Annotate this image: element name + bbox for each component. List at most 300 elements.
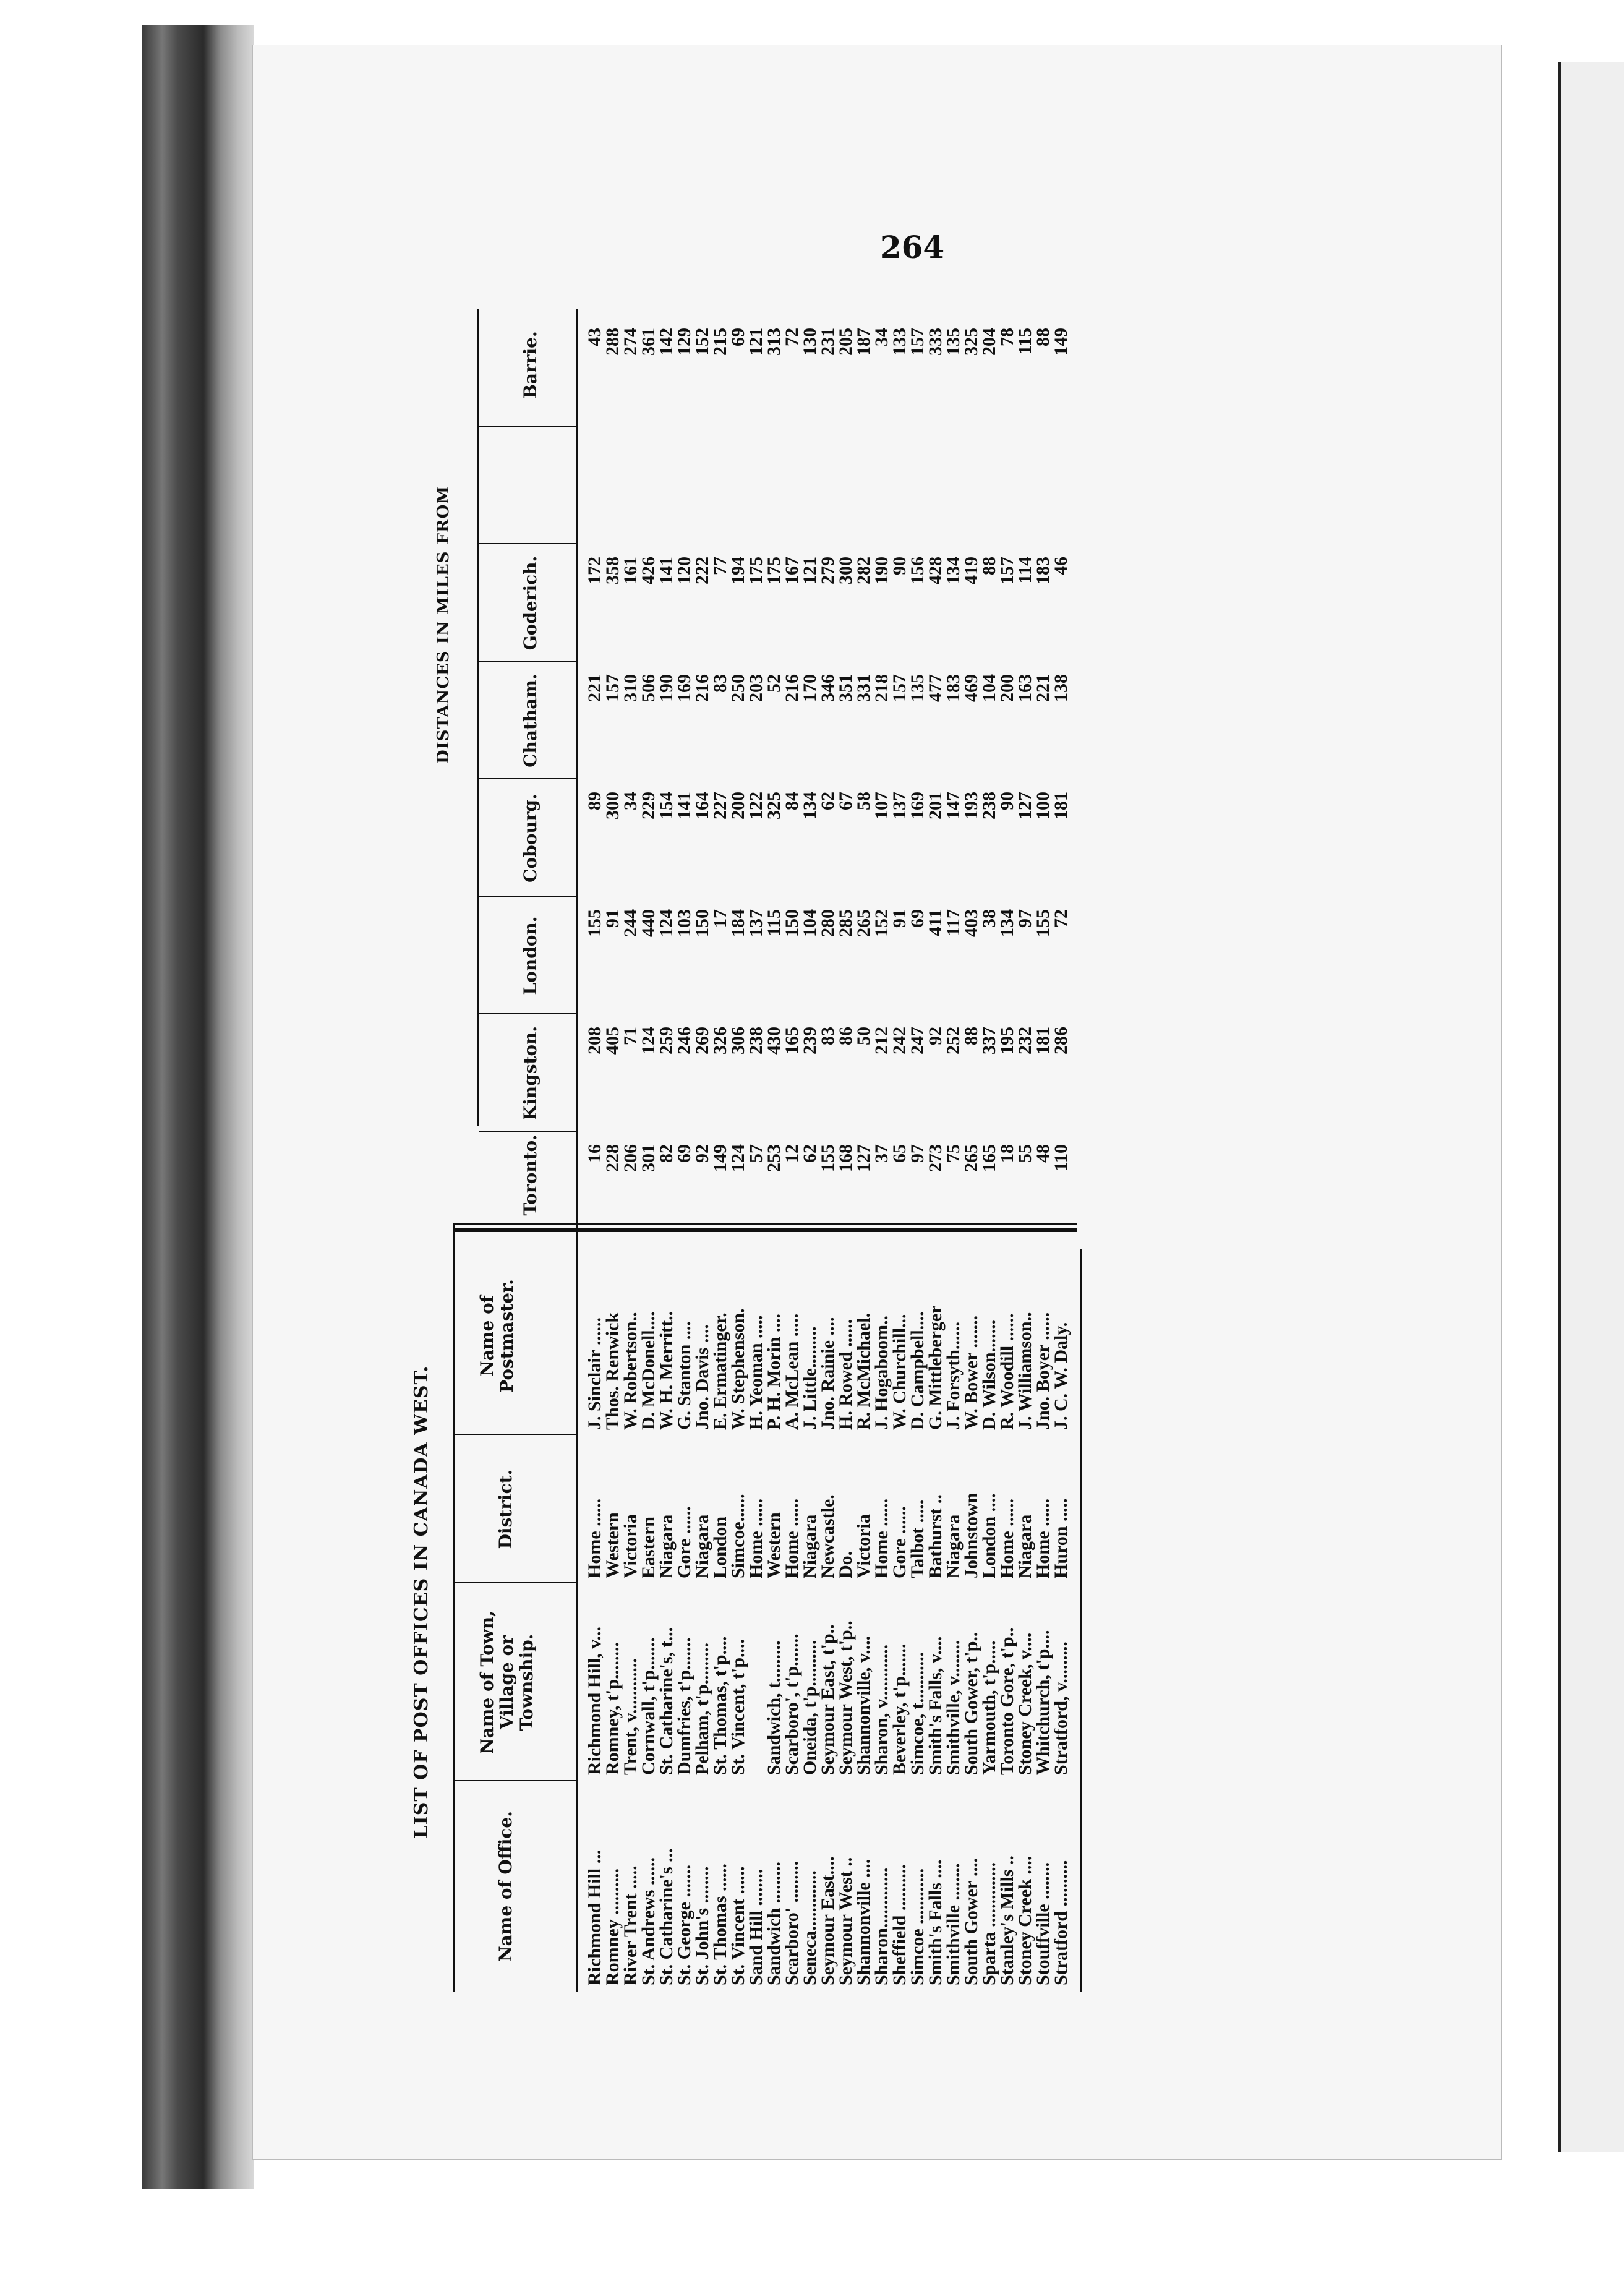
cell-postmaster: D. Campbell.... (907, 1311, 928, 1430)
cell-cobourg: 90 (997, 792, 1017, 810)
cell-office: Shannonville .... (853, 1859, 874, 1985)
cell-cobourg: 67 (836, 792, 856, 810)
cell-town: St. Catharine's, t... (656, 1627, 677, 1775)
cell-town: Romney, t'p........ (602, 1641, 623, 1775)
cell-cobourg: 137 (889, 792, 910, 820)
cell-cobourg: 100 (1033, 792, 1053, 820)
table-row (980, 309, 998, 1992)
cell-chatham: 163 (1015, 674, 1035, 702)
cell-postmaster: A. McLean ..... (782, 1313, 802, 1430)
table-row (873, 309, 891, 1992)
cell-barrie: 215 (710, 328, 730, 356)
cell-goderich: 161 (620, 557, 641, 584)
cell-kingston: 269 (692, 1027, 712, 1055)
table-row (891, 309, 908, 1992)
table-row (855, 309, 873, 1992)
cell-kingston: 83 (818, 1027, 838, 1045)
header-barrie: Barrie. (520, 331, 541, 399)
cell-district: London .... (979, 1493, 999, 1578)
table-row (675, 309, 693, 1992)
cell-town: Trent, v............ (620, 1658, 641, 1775)
cell-town: Shannonville, v.... (853, 1635, 874, 1775)
cell-office: Sand Hill ........ (746, 1868, 766, 1985)
cell-district: Niagara (656, 1514, 677, 1578)
cell-barrie: 157 (907, 328, 928, 356)
cell-toronto: 65 (889, 1144, 910, 1163)
cell-goderich: 121 (800, 557, 820, 584)
cell-chatham: 218 (871, 674, 892, 702)
cell-office: Seymour East.... (818, 1856, 838, 1985)
header-cobourg: Cobourg. (520, 794, 541, 883)
header-district: District. (495, 1469, 516, 1549)
cell-barrie: 130 (800, 328, 820, 356)
table-row (586, 309, 604, 1992)
cell-chatham: 157 (602, 674, 623, 702)
cell-toronto: 168 (836, 1144, 856, 1172)
cell-district: Victoria (853, 1514, 874, 1578)
cell-barrie: 274 (620, 328, 641, 356)
cell-toronto: 57 (746, 1144, 766, 1163)
cell-barrie: 313 (764, 328, 784, 356)
cell-kingston: 252 (943, 1027, 964, 1055)
cell-goderich: 175 (764, 557, 784, 584)
col-sep-2 (455, 1582, 576, 1583)
cell-town: Simcoe, t........... (907, 1651, 928, 1775)
cell-district: Home ...... (871, 1498, 892, 1578)
cell-chatham: 190 (656, 674, 677, 702)
table-row (747, 309, 765, 1992)
cell-cobourg: 164 (692, 792, 712, 820)
col-sep-10 (479, 426, 576, 427)
bottom-rule (1080, 1249, 1082, 1992)
cell-london: 152 (871, 909, 892, 937)
cell-london: 103 (674, 909, 694, 937)
col-sep-8 (479, 661, 576, 662)
cell-cobourg: 227 (710, 792, 730, 820)
cell-town: Richmond Hill, v... (584, 1626, 605, 1775)
cell-barrie: 34 (871, 328, 892, 346)
cell-cobourg: 154 (656, 792, 677, 820)
cell-toronto: 69 (674, 1144, 694, 1163)
cell-district: Bathurst .. (925, 1494, 946, 1578)
cell-kingston: 259 (656, 1027, 677, 1055)
cell-barrie: 69 (728, 328, 748, 346)
cell-kingston: 71 (620, 1027, 641, 1045)
cell-barrie: 88 (1033, 328, 1053, 346)
cell-goderich: 183 (1033, 557, 1053, 584)
cell-cobourg: 193 (961, 792, 981, 820)
cell-goderich: 175 (746, 557, 766, 584)
cell-kingston: 242 (889, 1027, 910, 1055)
cell-toronto: 165 (979, 1144, 999, 1172)
cell-london: 265 (853, 909, 874, 937)
cell-district: Newcastle. (818, 1494, 838, 1578)
cell-toronto: 18 (997, 1144, 1017, 1163)
cell-barrie: 43 (584, 328, 605, 346)
cell-cobourg: 169 (907, 792, 928, 820)
cell-kingston: 246 (674, 1027, 694, 1055)
cell-barrie: 205 (836, 328, 856, 356)
cell-cobourg: 147 (943, 792, 964, 820)
cell-kingston: 208 (584, 1027, 605, 1055)
cell-chatham: 216 (692, 674, 712, 702)
cell-postmaster: J. Williamson.. (1015, 1312, 1035, 1430)
cell-toronto: 301 (638, 1144, 659, 1172)
cell-chatham: 310 (620, 674, 641, 702)
cell-town: Scarboro', t'p....... (782, 1633, 802, 1775)
cell-goderich: 156 (907, 557, 928, 584)
cell-barrie: 115 (1015, 328, 1035, 355)
cell-district: Niagara (1015, 1514, 1035, 1578)
cell-postmaster: P. H. Morin .... (764, 1313, 784, 1430)
cell-district: Niagara (943, 1514, 964, 1578)
cell-town: St. Vincent, t'p.... (728, 1638, 748, 1775)
cell-office: St. Andrews ...... (638, 1857, 659, 1985)
cell-chatham: 250 (728, 674, 748, 702)
cell-kingston: 337 (979, 1027, 999, 1055)
cell-postmaster: J. Sinclair ...... (584, 1317, 605, 1430)
cell-kingston: 247 (907, 1027, 928, 1055)
table-row (1016, 309, 1034, 1992)
cell-postmaster: W. Robertson.. (620, 1312, 641, 1430)
cell-london: 150 (782, 909, 802, 937)
cell-kingston: 286 (1051, 1027, 1071, 1055)
cell-london: 150 (692, 909, 712, 937)
cell-office: St. George ....... (674, 1865, 694, 1985)
cell-barrie: 152 (692, 328, 712, 356)
cell-district: Simcoe...... (728, 1494, 748, 1578)
cell-toronto: 48 (1033, 1144, 1053, 1163)
cell-barrie: 333 (925, 328, 946, 356)
cell-chatham: 351 (836, 674, 856, 702)
table-row (729, 309, 747, 1992)
cell-toronto: 37 (871, 1144, 892, 1163)
cell-barrie: 72 (782, 328, 802, 346)
cell-cobourg: 300 (602, 792, 623, 820)
cell-office: Sheffield .......... (889, 1864, 910, 1985)
table-row (1052, 309, 1070, 1992)
cell-district: Home ...... (782, 1498, 802, 1578)
cell-goderich: 134 (943, 557, 964, 584)
cell-toronto: 228 (602, 1144, 623, 1172)
cell-london: 411 (925, 909, 946, 936)
cell-barrie: 78 (997, 328, 1017, 346)
table-title: LIST OF POST OFFICES IN CANADA WEST. (411, 1365, 432, 1839)
cell-postmaster: Jno. Davis .... (692, 1324, 712, 1430)
header-office: Name of Office. (495, 1811, 516, 1962)
cell-toronto: 82 (656, 1144, 677, 1163)
cell-london: 403 (961, 909, 981, 937)
cell-goderich: 279 (818, 557, 838, 584)
cell-london: 97 (1015, 909, 1035, 928)
cell-barrie: 204 (979, 328, 999, 356)
cell-office: River Trent ..... (620, 1865, 641, 1985)
cell-barrie: 288 (602, 328, 623, 356)
cell-postmaster: E. Ermatinger. (710, 1312, 730, 1430)
cell-london: 244 (620, 909, 641, 937)
cell-town: Seymour West, t'p.. (836, 1620, 856, 1775)
cell-district: Gore ...... (674, 1506, 694, 1578)
cell-office: Seneca............. (800, 1870, 820, 1985)
cell-kingston: 405 (602, 1027, 623, 1055)
cell-district: London (710, 1516, 730, 1578)
facing-page-edge (1558, 62, 1624, 2152)
cell-district: Gore ...... (889, 1506, 910, 1578)
header-london: London. (520, 916, 541, 995)
cell-toronto: 55 (1015, 1144, 1035, 1163)
cell-office: Smith's Falls .... (925, 1859, 946, 1985)
cell-postmaster: G. Stanton .... (674, 1321, 694, 1430)
cell-chatham: 200 (997, 674, 1017, 702)
cell-postmaster: W. Stephenson. (728, 1308, 748, 1430)
cell-kingston: 195 (997, 1027, 1017, 1055)
cell-chatham: 506 (638, 674, 659, 702)
cell-london: 72 (1051, 909, 1071, 928)
cell-london: 184 (728, 909, 748, 937)
cell-office: Romney .......... (602, 1868, 623, 1985)
distances-header: DISTANCES IN MILES FROM (434, 485, 453, 764)
cell-barrie: 121 (746, 328, 766, 356)
distance-header-rule (477, 309, 479, 1126)
col-sep-9 (479, 543, 576, 544)
table-row (819, 309, 837, 1992)
cell-town: St. Thomas, t'p.... (710, 1636, 730, 1775)
cell-goderich: 428 (925, 557, 946, 584)
table-row (693, 309, 711, 1992)
cell-toronto: 253 (764, 1144, 784, 1172)
cell-toronto: 110 (1051, 1144, 1071, 1171)
cell-district: Do. (836, 1551, 856, 1578)
col-sep-5 (479, 1013, 576, 1014)
cell-london: 155 (584, 909, 605, 937)
cell-town: South Gower, t'p.. (961, 1632, 981, 1775)
cell-london: 117 (943, 909, 964, 936)
cell-chatham: 157 (889, 674, 910, 702)
post-office-table (409, 309, 1374, 1992)
cell-kingston: 306 (728, 1027, 748, 1055)
cell-kingston: 212 (871, 1027, 892, 1055)
cell-chatham: 83 (710, 674, 730, 693)
header-postmaster: Name of Postmaster. (477, 1279, 517, 1393)
cell-barrie: 187 (853, 328, 874, 356)
cell-office: Smithville ........ (943, 1863, 964, 1985)
col-sep-3 (455, 1434, 576, 1435)
cell-district: Home ...... (746, 1498, 766, 1578)
cell-chatham: 183 (943, 674, 964, 702)
cell-office: St. John's ........ (692, 1866, 712, 1985)
cell-barrie: 325 (961, 328, 981, 356)
cell-london: 17 (710, 909, 730, 928)
cell-office: Stanley's Mills .. (997, 1855, 1017, 1985)
cell-barrie: 149 (1051, 328, 1071, 356)
cell-toronto: 265 (961, 1144, 981, 1172)
cell-town: Yarmouth, t'p..... (979, 1640, 999, 1775)
cell-goderich: 46 (1051, 557, 1071, 575)
cell-district: Talbot ..... (907, 1499, 928, 1578)
cell-london: 137 (746, 909, 766, 937)
cell-district: Victoria (620, 1514, 641, 1578)
cell-kingston: 92 (925, 1027, 946, 1045)
cell-goderich: 90 (889, 557, 910, 575)
cell-postmaster: R. Woodill ...... (997, 1313, 1017, 1430)
cell-town: Oneida, t'p.......... (800, 1640, 820, 1775)
page-number: 264 (879, 229, 945, 265)
cell-london: 155 (1033, 909, 1053, 937)
header-kingston: Kingston. (520, 1025, 541, 1121)
cell-office: Stratford .......... (1051, 1860, 1071, 1985)
cell-district: Niagara (800, 1514, 820, 1578)
table-row (908, 309, 926, 1992)
cell-postmaster: D. McDonell.... (638, 1311, 659, 1430)
table-row (604, 309, 622, 1992)
cell-cobourg: 62 (818, 792, 838, 810)
cell-cobourg: 229 (638, 792, 659, 820)
cell-postmaster: D. Wilson....... (979, 1319, 999, 1430)
cell-postmaster: W. Bower ....... (961, 1315, 981, 1430)
cell-goderich: 426 (638, 557, 659, 584)
cell-barrie: 129 (674, 328, 694, 356)
cell-goderich: 282 (853, 557, 874, 584)
cell-kingston: 430 (764, 1027, 784, 1055)
cell-kingston: 326 (710, 1027, 730, 1055)
cell-london: 91 (602, 909, 623, 928)
table-row (962, 309, 980, 1992)
cell-kingston: 86 (836, 1027, 856, 1045)
cell-office: Stouffville ........ (1033, 1862, 1053, 1985)
cell-london: 134 (997, 909, 1017, 937)
cell-cobourg: 201 (925, 792, 946, 820)
table-row (944, 309, 962, 1992)
table-row (711, 309, 729, 1992)
cell-cobourg: 122 (746, 792, 766, 820)
table-row (783, 309, 801, 1992)
cell-office: Sandwich ......... (764, 1861, 784, 1985)
cell-town: Smithville, v........ (943, 1640, 964, 1775)
cell-district: Johnstown (961, 1492, 981, 1578)
cell-office: St. Thomas ...... (710, 1864, 730, 1985)
cell-goderich: 114 (1015, 557, 1035, 584)
cell-district: Eastern (638, 1517, 659, 1578)
cell-town: Whitchurch, t'p.... (1033, 1630, 1053, 1775)
cell-kingston: 232 (1015, 1027, 1035, 1055)
cell-chatham: 135 (907, 674, 928, 702)
cell-toronto: 75 (943, 1144, 964, 1163)
cell-kingston: 50 (853, 1027, 874, 1045)
header-goderich: Goderich. (520, 555, 541, 651)
table-row (837, 309, 855, 1992)
cell-london: 115 (764, 909, 784, 936)
cell-barrie: 133 (889, 328, 910, 356)
cell-office: Simcoe ............ (907, 1868, 928, 1985)
cell-office: Seymour West .. (836, 1857, 856, 1985)
cell-postmaster: W. Churchill... (889, 1314, 910, 1430)
cell-toronto: 97 (907, 1144, 928, 1163)
cell-london: 104 (800, 909, 820, 937)
cell-chatham: 52 (764, 674, 784, 693)
col-sep-7 (479, 778, 576, 779)
cell-toronto: 149 (710, 1144, 730, 1172)
cell-barrie: 135 (943, 328, 964, 356)
table-row (639, 309, 657, 1992)
cell-cobourg: 107 (871, 792, 892, 820)
cell-office: St. Vincent ...... (728, 1866, 748, 1985)
cell-chatham: 169 (674, 674, 694, 702)
cell-cobourg: 127 (1015, 792, 1035, 820)
cell-goderich: 120 (674, 557, 694, 584)
cell-cobourg: 34 (620, 792, 641, 810)
cell-chatham: 221 (1033, 674, 1053, 702)
cell-goderich: 419 (961, 557, 981, 584)
cell-chatham: 104 (979, 674, 999, 702)
cell-office: Sparta .............. (979, 1862, 999, 1985)
cell-postmaster: Jno. Boyer ...... (1033, 1312, 1053, 1430)
cell-kingston: 239 (800, 1027, 820, 1055)
cell-office: Scarboro' ......... (782, 1860, 802, 1985)
cell-chatham: 221 (584, 674, 605, 702)
col-sep-6 (479, 896, 576, 897)
cell-office: Sharon............. (871, 1867, 892, 1985)
cell-goderich: 172 (584, 557, 605, 584)
header-chatham: Chatham. (520, 674, 541, 768)
cell-barrie: 231 (818, 328, 838, 356)
cell-district: Huron ..... (1051, 1498, 1071, 1578)
cell-goderich: 300 (836, 557, 856, 584)
top-rule-left (453, 1231, 455, 1992)
table-row (657, 309, 675, 1992)
cell-chatham: 477 (925, 674, 946, 702)
cell-toronto: 16 (584, 1144, 605, 1163)
cell-toronto: 127 (853, 1144, 874, 1172)
cell-kingston: 238 (746, 1027, 766, 1055)
cell-toronto: 12 (782, 1144, 802, 1163)
cell-town: Pelham, t'p......... (692, 1642, 712, 1775)
table-row (622, 309, 639, 1992)
cell-postmaster: Jno. Rainie .... (818, 1317, 838, 1430)
cell-kingston: 181 (1033, 1027, 1053, 1055)
book-spine-edge (142, 25, 254, 2189)
cell-town: Stratford, v......... (1051, 1641, 1071, 1775)
header-toronto: Toronto. (520, 1134, 541, 1216)
cell-cobourg: 141 (674, 792, 694, 820)
cell-london: 285 (836, 909, 856, 937)
cell-town: Sharon, v............ (871, 1644, 892, 1775)
cell-toronto: 273 (925, 1144, 946, 1172)
cell-barrie: 361 (638, 328, 659, 356)
col-sep-1 (455, 1780, 576, 1781)
cell-chatham: 469 (961, 674, 981, 702)
cell-goderich: 222 (692, 557, 712, 584)
cell-london: 91 (889, 909, 910, 928)
cell-goderich: 157 (997, 557, 1017, 584)
table-row (1034, 309, 1052, 1992)
cell-cobourg: 325 (764, 792, 784, 820)
cell-district: Western (602, 1512, 623, 1578)
cell-postmaster: J. C. W. Daly. (1051, 1322, 1071, 1430)
cell-office: Richmond Hill ... (584, 1849, 605, 1985)
cell-goderich: 194 (728, 557, 748, 584)
cell-goderich: 77 (710, 557, 730, 575)
cell-kingston: 88 (961, 1027, 981, 1045)
cell-toronto: 92 (692, 1144, 712, 1163)
cell-toronto: 206 (620, 1144, 641, 1172)
cell-district: Home ...... (1033, 1498, 1053, 1578)
cell-london: 440 (638, 909, 659, 937)
cell-toronto: 62 (800, 1144, 820, 1163)
cell-london: 280 (818, 909, 838, 937)
cell-kingston: 165 (782, 1027, 802, 1055)
table-row (926, 309, 944, 1992)
cell-postmaster: G. Mittleberger (925, 1305, 946, 1430)
